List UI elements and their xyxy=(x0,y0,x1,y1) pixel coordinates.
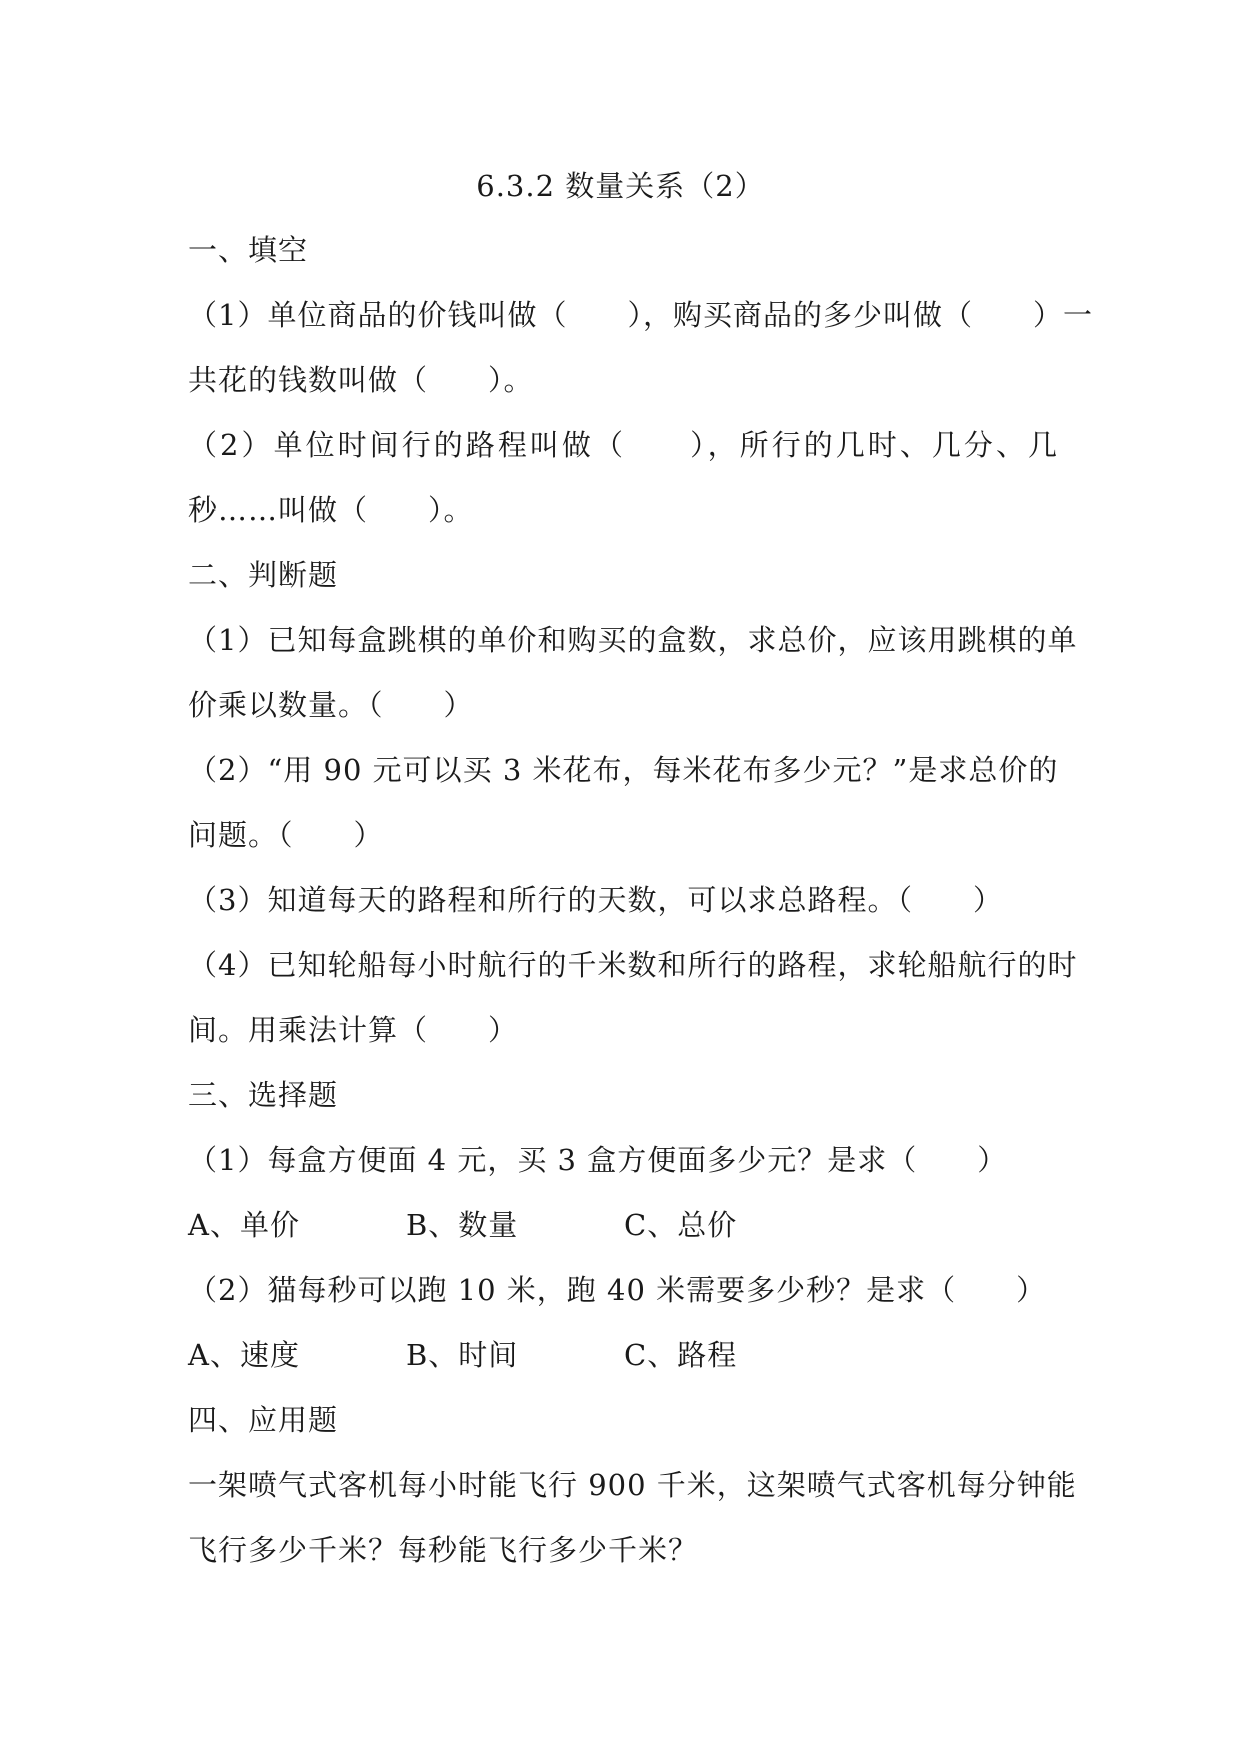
fill-question-2-line-2: 秒……叫做（ ）。 xyxy=(188,493,474,527)
judge-question-2-line-2: 问题。（ ） xyxy=(188,818,384,852)
section-heading-fill: 一、填空 xyxy=(188,233,309,267)
choice-question-2: （2）猫每秒可以跑 10 米，跑 40 米需要多少秒？是求（ ） xyxy=(188,1273,1047,1307)
choice-option: A、速度 xyxy=(188,1338,300,1372)
choice-question-1-options xyxy=(188,1203,1058,1268)
fill-question-1-line-1: （1）单位商品的价钱叫做（ ），购买商品的多少叫做（ ）一 xyxy=(188,298,1093,332)
judge-question-4-line-1: （4）已知轮船每小时航行的千米数和所行的路程，求轮船航行的时 xyxy=(188,948,1078,982)
choice-question-2-options xyxy=(188,1333,1058,1398)
judge-question-3: （3）知道每天的路程和所行的天数，可以求总路程。（ ） xyxy=(188,883,1003,917)
section-heading-choice: 三、选择题 xyxy=(188,1078,339,1112)
choice-option: C、总价 xyxy=(624,1208,738,1242)
choice-question-1: （1）每盒方便面 4 元，买 3 盒方便面多少元？是求（ ） xyxy=(188,1143,1008,1177)
judge-question-1-line-1: （1）已知每盒跳棋的单价和购买的盒数，求总价，应该用跳棋的单 xyxy=(188,623,1078,657)
judge-question-2-line-1: （2）“用 90 元可以买 3 米花布，每米花布多少元？”是求总价的 xyxy=(188,753,1059,787)
page-title: 6.3.2 数量关系（2） xyxy=(476,169,765,203)
apply-problem-line-2: 飞行多少千米？每秒能飞行多少千米？ xyxy=(188,1533,699,1567)
section-heading-judge: 二、判断题 xyxy=(188,558,339,592)
choice-option: A、单价 xyxy=(188,1208,300,1242)
worksheet-content xyxy=(188,228,1093,1593)
judge-question-4-line-2: 间。用乘法计算（ ） xyxy=(188,1013,519,1047)
apply-problem-line-1: 一架喷气式客机每小时能飞行 900 千米，这架喷气式客机每分钟能 xyxy=(188,1468,1077,1502)
judge-question-1-line-2: 价乘以数量。（ ） xyxy=(188,688,474,722)
choice-option: B、数量 xyxy=(406,1208,519,1242)
fill-question-1-line-2: 共花的钱数叫做（ ）。 xyxy=(188,363,534,397)
section-heading-apply: 四、应用题 xyxy=(188,1403,339,1437)
choice-option: C、路程 xyxy=(624,1338,738,1372)
fill-question-2-line-1: （2）单位时间行的路程叫做（ ），所行的几时、几分、几 xyxy=(188,428,1058,462)
choice-option: B、时间 xyxy=(406,1338,519,1372)
